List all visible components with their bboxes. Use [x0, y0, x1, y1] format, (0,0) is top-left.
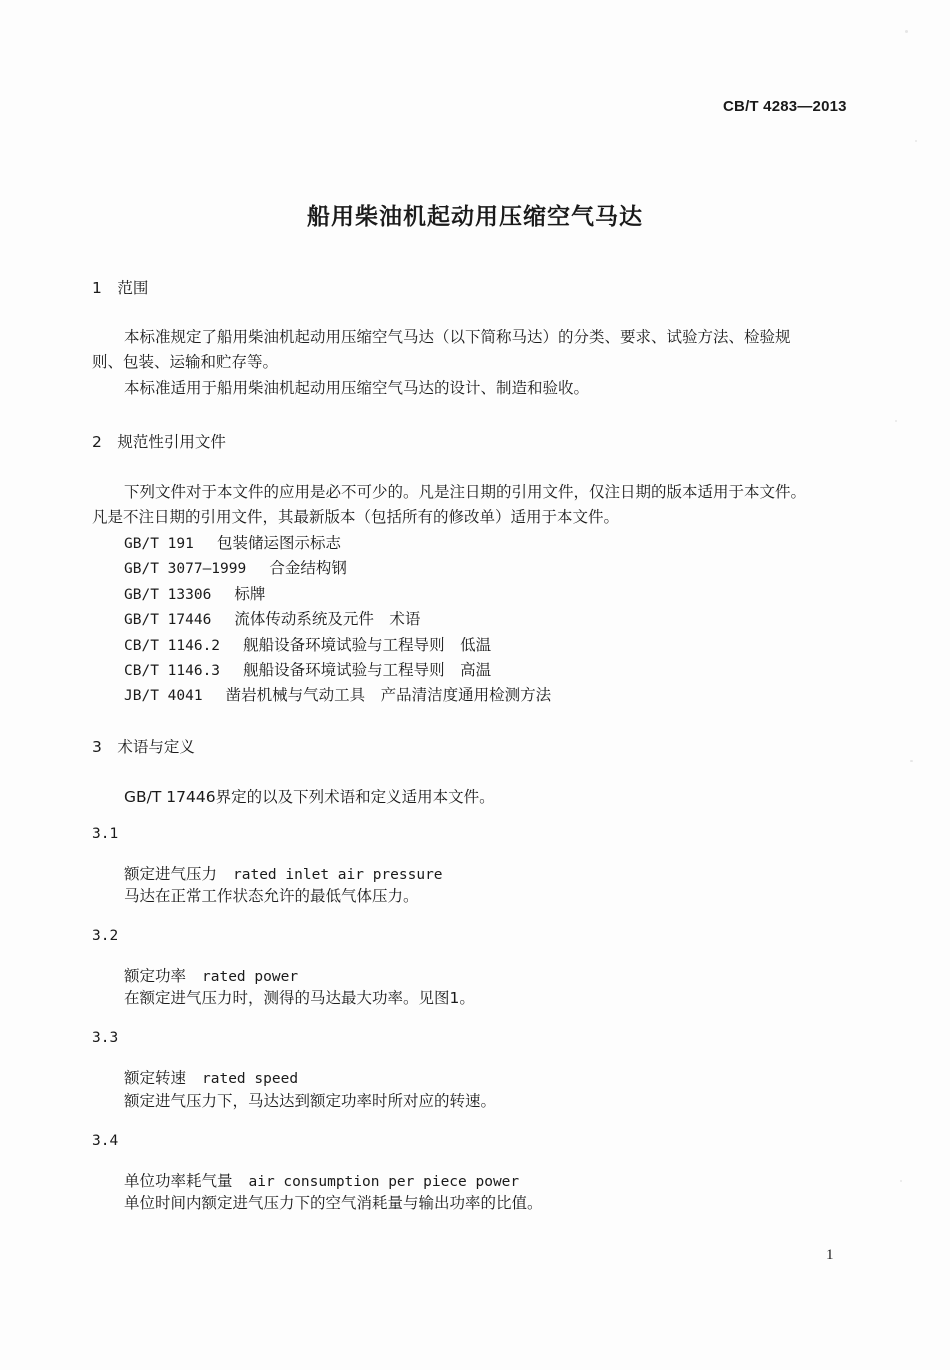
reference-code: GB/T 3077—1999: [124, 561, 247, 577]
reference-title: 舰船设备环境试验与工程导则 高温: [243, 661, 492, 679]
term-definition: 在额定进气压力时，测得的马达最大功率。见图1。: [124, 989, 475, 1007]
section-2-intro-line1: 下列文件对于本文件的应用是必不可少的。凡是注日期的引用文件，仅注日期的版本适用于本文件。: [124, 483, 807, 501]
term-chinese: 单位功率耗气量: [124, 1172, 233, 1190]
scan-artifact: [900, 1180, 902, 1182]
term-english: rated power: [202, 969, 299, 985]
section-1-para1-line2: 则、包装、运输和贮存等。: [92, 353, 279, 371]
term-number: 3.1: [92, 826, 119, 842]
section-1-para2: 本标准适用于船用柴油机起动用压缩空气马达的设计、制造和验收。: [124, 379, 590, 397]
reference-item: [124, 683, 551, 705]
reference-code: GB/T 191: [124, 536, 194, 552]
section-2-heading: 2 规范性引用文件: [92, 433, 226, 451]
reference-item: [124, 556, 347, 578]
term-entry: [124, 1169, 519, 1191]
term-entry: [124, 862, 443, 884]
reference-title: 包装储运图示标志: [216, 534, 341, 552]
term-number: 3.2: [92, 928, 119, 944]
section-1-para1-line1: 本标准规定了船用柴油机起动用压缩空气马达（以下简称马达）的分类、要求、试验方法、检验规: [124, 328, 791, 346]
scan-artifact: [910, 760, 913, 762]
term-chinese: 额定转速: [124, 1069, 187, 1087]
term-chinese: 额定功率: [124, 967, 187, 985]
term-definition: 额定进气压力下，马达达到额定功率时所对应的转速。: [124, 1092, 497, 1110]
section-3-heading: 3 术语与定义: [92, 738, 195, 756]
reference-code: GB/T 13306: [124, 587, 212, 603]
scan-artifact: [895, 420, 897, 422]
scan-artifact: [915, 140, 917, 142]
term-chinese: 额定进气压力: [124, 865, 218, 883]
reference-title: 凿岩机械与气动工具 产品清洁度通用检测方法: [225, 686, 552, 704]
reference-item: [124, 531, 341, 553]
section-1-heading: 1 范围: [92, 279, 149, 297]
reference-title: 合金结构钢: [269, 559, 347, 577]
term-english: rated speed: [202, 1071, 299, 1087]
term-number: 3.4: [92, 1133, 119, 1149]
reference-code: GB/T 17446: [124, 612, 212, 628]
term-number: 3.3: [92, 1030, 119, 1046]
reference-item: [124, 582, 265, 604]
reference-title: 标牌: [234, 585, 266, 603]
page-number: 1: [826, 1247, 834, 1263]
scan-artifact: [905, 30, 908, 33]
reference-item: [124, 607, 420, 629]
section-3-intro: GB/T 17446界定的以及下列术语和定义适用本文件。: [124, 788, 495, 806]
term-entry: [124, 1066, 298, 1088]
reference-title: 舰船设备环境试验与工程导则 低温: [243, 636, 492, 654]
term-english: rated inlet air pressure: [233, 867, 443, 883]
term-definition: 马达在正常工作状态允许的最低气体压力。: [124, 887, 419, 905]
reference-code: JB/T 4041: [124, 688, 203, 704]
term-english: air consumption per piece power: [248, 1174, 520, 1190]
document-title: 船用柴油机起动用压缩空气马达: [307, 204, 643, 230]
section-2-intro-line2: 凡是不注日期的引用文件，其最新版本（包括所有的修改单）适用于本文件。: [92, 508, 620, 526]
term-entry: [124, 964, 298, 986]
standard-code: CB/T 4283—2013: [723, 98, 847, 115]
reference-item: [124, 633, 491, 655]
reference-title: 流体传动系统及元件 术语: [234, 610, 421, 628]
term-definition: 单位时间内额定进气压力下的空气消耗量与输出功率的比值。: [124, 1194, 543, 1212]
reference-item: [124, 658, 491, 680]
reference-code: CB/T 1146.2: [124, 638, 221, 654]
reference-code: CB/T 1146.3: [124, 663, 221, 679]
